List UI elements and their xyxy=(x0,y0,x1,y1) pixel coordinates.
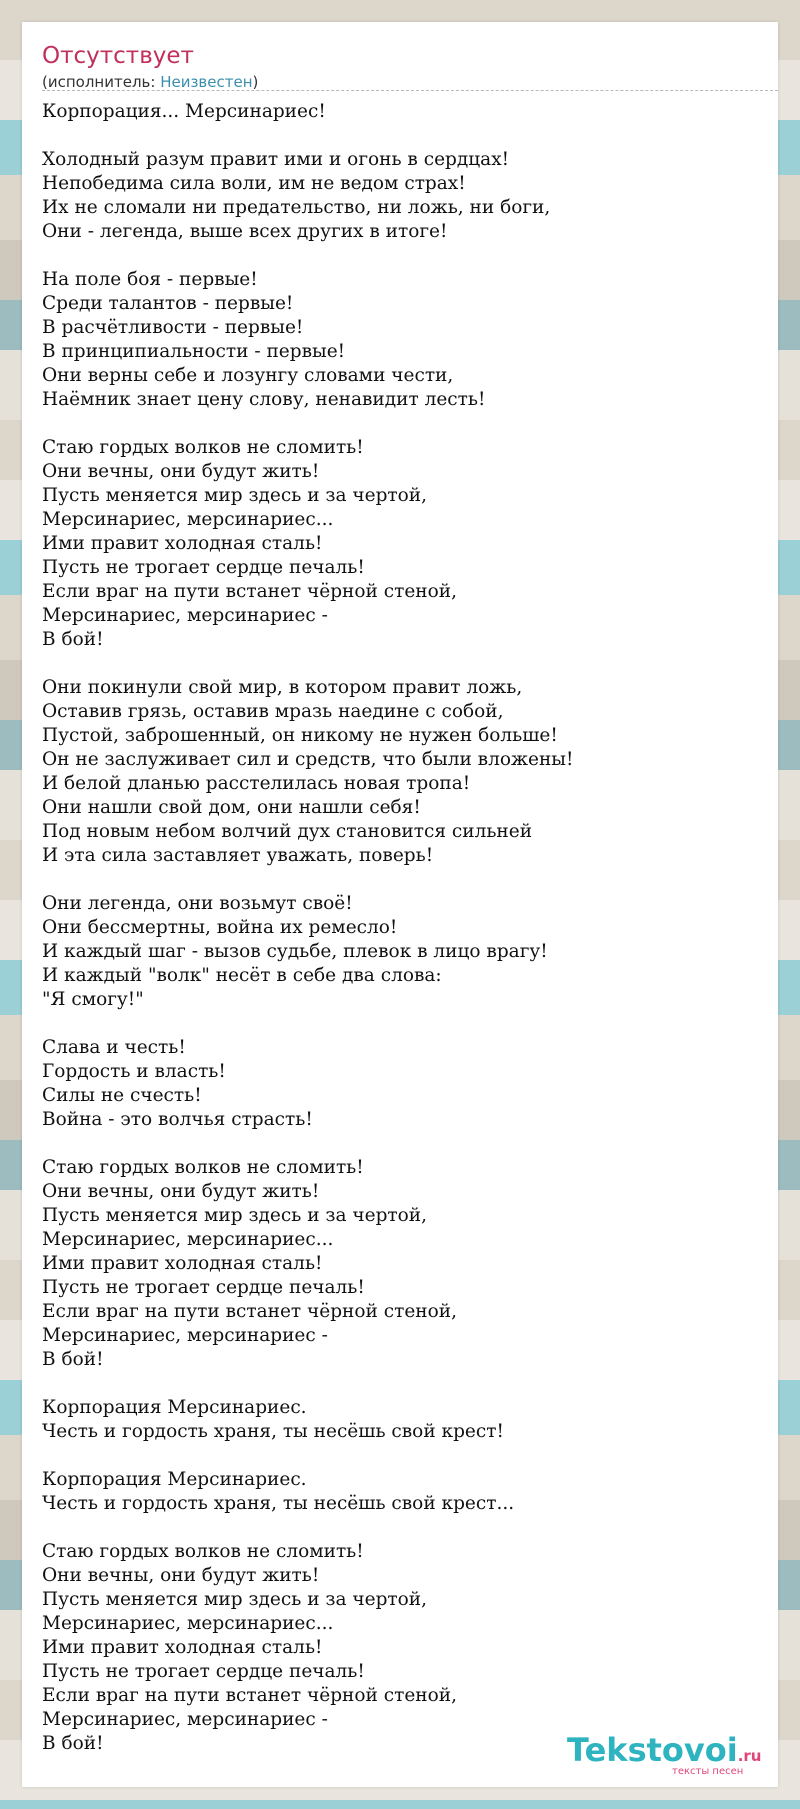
lyric-line: Пусть не трогает сердце печаль! xyxy=(42,1277,365,1298)
lyrics-card xyxy=(22,22,778,1787)
lyric-line: "Я смогу!" xyxy=(42,989,144,1010)
lyric-line: Они вечны, они будут жить! xyxy=(42,1565,320,1586)
lyric-line: Они верны себе и лозунгу словами чести, xyxy=(42,365,454,386)
lyric-line: Честь и гордость храня, ты несёшь свой крест! xyxy=(42,1421,504,1442)
lyric-blank-line xyxy=(42,1012,762,1036)
lyric-line: Мерсинариес, мерсинариес... xyxy=(42,509,334,530)
lyric-line: И эта сила заставляет уважать, поверь! xyxy=(42,845,434,866)
lyric-line: На поле боя - первые! xyxy=(42,269,258,290)
lyric-line: Стаю гордых волков не сломить! xyxy=(42,1157,364,1178)
lyric-line: Честь и гордость храня, ты несёшь свой крест... xyxy=(42,1493,515,1514)
lyric-blank-line xyxy=(42,124,762,148)
lyric-line: Они нашли свой дом, они нашли себя! xyxy=(42,797,421,818)
site-logo[interactable] xyxy=(567,1732,777,1780)
lyric-line: Слава и честь! xyxy=(42,1037,186,1058)
lyric-line: И каждый "волк" несёт в себе два слова: xyxy=(42,965,442,986)
lyric-line: Они вечны, они будут жить! xyxy=(42,1181,320,1202)
lyric-line: Ими правит холодная сталь! xyxy=(42,1253,323,1274)
lyric-line: Корпорация... Мерсинариес! xyxy=(42,101,326,122)
lyric-line: Среди талантов - первые! xyxy=(42,293,294,314)
lyric-line: Они легенда, они возьмут своё! xyxy=(42,893,353,914)
lyric-blank-line xyxy=(42,652,762,676)
lyric-line: Силы не счесть! xyxy=(42,1085,202,1106)
lyric-line: Корпорация Мерсинариес. xyxy=(42,1469,307,1490)
lyric-line: Непобедима сила воли, им не ведом страх! xyxy=(42,173,466,194)
lyric-line: Мерсинариес, мерсинариес... xyxy=(42,1229,334,1250)
lyric-line: Пусть меняется мир здесь и за чертой, xyxy=(42,485,428,506)
artist-link[interactable]: Неизвестен xyxy=(160,73,253,91)
lyric-blank-line xyxy=(42,1132,762,1156)
lyric-line: В принципиальности - первые! xyxy=(42,341,346,362)
lyric-line: Мерсинариес, мерсинариес - xyxy=(42,1325,328,1346)
lyrics-text xyxy=(42,100,762,1756)
lyric-line: Под новым небом волчий дух становится сильней xyxy=(42,821,533,842)
lyric-blank-line xyxy=(42,244,762,268)
logo-name: Tekstovoi xyxy=(567,1731,738,1769)
lyric-line: Они бессмертны, война их ремесло! xyxy=(42,917,398,938)
artist-suffix: ) xyxy=(252,73,259,91)
lyric-line: В расчётливости - первые! xyxy=(42,317,304,338)
artist-line xyxy=(42,72,258,92)
lyric-line: И белой дланью расстелилась новая тропа! xyxy=(42,773,471,794)
lyric-line: Мерсинариес, мерсинариес... xyxy=(42,1613,334,1634)
lyric-line: Их не сломали ни предательство, ни ложь, ни боги, xyxy=(42,197,551,218)
logo-tagline: тексты песен xyxy=(672,1766,744,1777)
lyric-line: В бой! xyxy=(42,1733,104,1754)
lyric-line: Мерсинариес, мерсинариес - xyxy=(42,1709,328,1730)
logo-tld: .ru xyxy=(737,1747,762,1765)
lyric-line: Мерсинариес, мерсинариес - xyxy=(42,605,328,626)
lyric-line: В бой! xyxy=(42,1349,104,1370)
lyric-line: Они - легенда, выше всех других в итоге! xyxy=(42,221,448,242)
lyric-line: Они покинули свой мир, в котором правит ложь, xyxy=(42,677,523,698)
artist-prefix: (исполнитель: xyxy=(42,73,161,91)
lyric-line: Пустой, заброшенный, он никому не нужен больше! xyxy=(42,725,558,746)
lyric-blank-line xyxy=(42,412,762,436)
lyric-line: В бой! xyxy=(42,629,104,650)
lyric-line: Если враг на пути встанет чёрной стеной, xyxy=(42,581,457,602)
lyric-line: Они вечны, они будут жить! xyxy=(42,461,320,482)
lyric-blank-line xyxy=(42,868,762,892)
lyric-line: Стаю гордых волков не сломить! xyxy=(42,1541,364,1562)
lyric-line: Оставив грязь, оставив мразь наедине с собой, xyxy=(42,701,504,722)
lyric-blank-line xyxy=(42,1516,762,1540)
lyric-line: Гордость и власть! xyxy=(42,1061,226,1082)
lyric-line: Война - это волчья страсть! xyxy=(42,1109,313,1130)
lyric-line: Холодный разум правит ими и огонь в сердцах! xyxy=(42,149,510,170)
lyric-line: Пусть не трогает сердце печаль! xyxy=(42,1661,365,1682)
lyric-line: Ими правит холодная сталь! xyxy=(42,533,323,554)
lyric-blank-line xyxy=(42,1372,762,1396)
lyric-line: Если враг на пути встанет чёрной стеной, xyxy=(42,1301,457,1322)
lyric-line: Наёмник знает цену слову, ненавидит лесть! xyxy=(42,389,486,410)
lyric-line: Пусть меняется мир здесь и за чертой, xyxy=(42,1589,428,1610)
song-title: Отсутствует xyxy=(42,43,194,69)
lyric-blank-line xyxy=(42,1444,762,1468)
lyric-line: Он не заслуживает сил и средств, что были вложены! xyxy=(42,749,574,770)
lyric-line: И каждый шаг - вызов судьбе, плевок в лицо врагу! xyxy=(42,941,548,962)
header-divider xyxy=(42,90,778,91)
lyric-line: Корпорация Мерсинариес. xyxy=(42,1397,307,1418)
lyric-line: Пусть меняется мир здесь и за чертой, xyxy=(42,1205,428,1226)
lyric-line: Пусть не трогает сердце печаль! xyxy=(42,557,365,578)
lyric-line: Если враг на пути встанет чёрной стеной, xyxy=(42,1685,457,1706)
lyric-line: Стаю гордых волков не сломить! xyxy=(42,437,364,458)
lyric-line: Ими правит холодная сталь! xyxy=(42,1637,323,1658)
